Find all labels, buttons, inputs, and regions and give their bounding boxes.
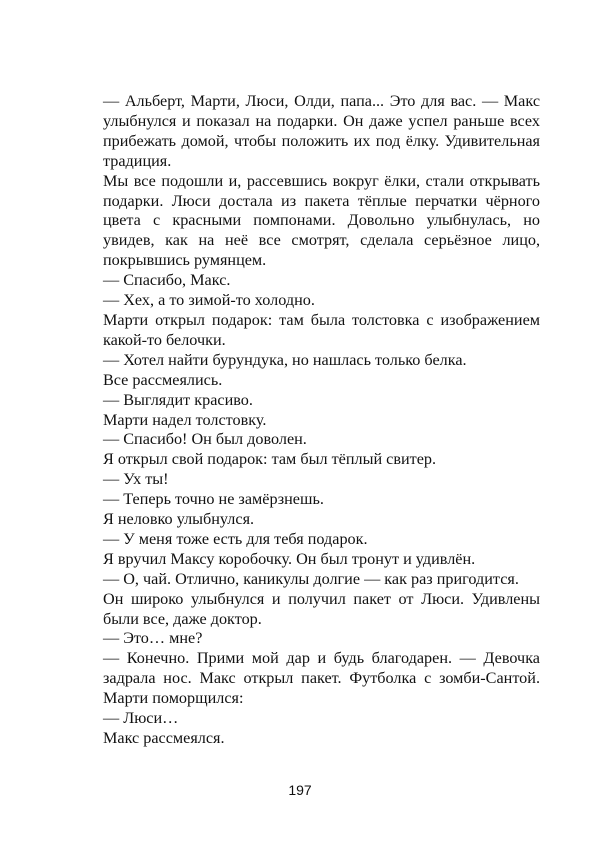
paragraph-1: — Альберт, Марти, Люси, Олди, папа... Это для вас. — Макс улыбнулся и показал на подарки. Он даже успел раньше всех прибежать домой, чтобы положить их под ёлку. Удивительная традиция. xyxy=(103,92,540,170)
paragraph-17: — О, чай. Отлично, каникулы долгие — как раз пригодится. xyxy=(103,569,519,588)
page-number: 197 xyxy=(288,782,312,798)
paragraph-16: Я вручил Максу коробочку. Он был тронут и удивлён. xyxy=(103,549,476,568)
paragraph-11: Я открыл свой подарок: там был тёплый свитер. xyxy=(103,450,437,469)
paragraph-8: — Выглядит красиво. xyxy=(103,390,253,409)
paragraph-5: Марти открыл подарок: там была толстовка с изображением какой-то белочки. xyxy=(103,310,540,349)
paragraph-12: — Ух ты! xyxy=(103,470,169,489)
paragraph-7: Все рассмеялись. xyxy=(103,370,223,389)
paragraph-9: Марти надел толстовку. xyxy=(103,410,267,429)
paragraph-2: Мы все подошли и, рассевшись вокруг ёлки, стали открывать подарки. Люси достала из пакета тёплые перчатки чёрного цвета с красными помпонами. Довольно улыбнулась, но увидев, как на неё все смотрят, сделала серьёзное лицо, покрывшись румянцем. xyxy=(103,171,540,270)
paragraph-20: — Конечно. Прими мой дар и будь благодарен. — Девочка задрала нос. Макс открыл пакет. Футболка с зомби-Сантой. Марти поморщился: xyxy=(103,649,540,708)
paragraph-3: — Спасибо, Макс. xyxy=(103,271,231,290)
paragraph-21: — Люси… xyxy=(103,709,179,728)
paragraph-10: — Спасибо! Он был доволен. xyxy=(103,430,307,449)
paragraph-4: — Хех, а то зимой-то холодно. xyxy=(103,291,315,310)
body-text xyxy=(103,92,540,749)
paragraph-14: Я неловко улыбнулся. xyxy=(103,510,255,529)
paragraph-22: Макс рассмеялся. xyxy=(103,729,225,747)
paragraph-6: — Хотел найти бурундука, но нашлась только белка. xyxy=(103,350,467,369)
paragraph-13: — Теперь точно не замёрзнешь. xyxy=(103,490,324,509)
paragraph-18: Он широко улыбнулся и получил пакет от Люси. Удивлены были все, даже доктор. xyxy=(103,589,540,628)
paragraph-19: — Это… мне? xyxy=(103,629,203,648)
paragraph-15: — У меня тоже есть для тебя подарок. xyxy=(103,529,368,548)
